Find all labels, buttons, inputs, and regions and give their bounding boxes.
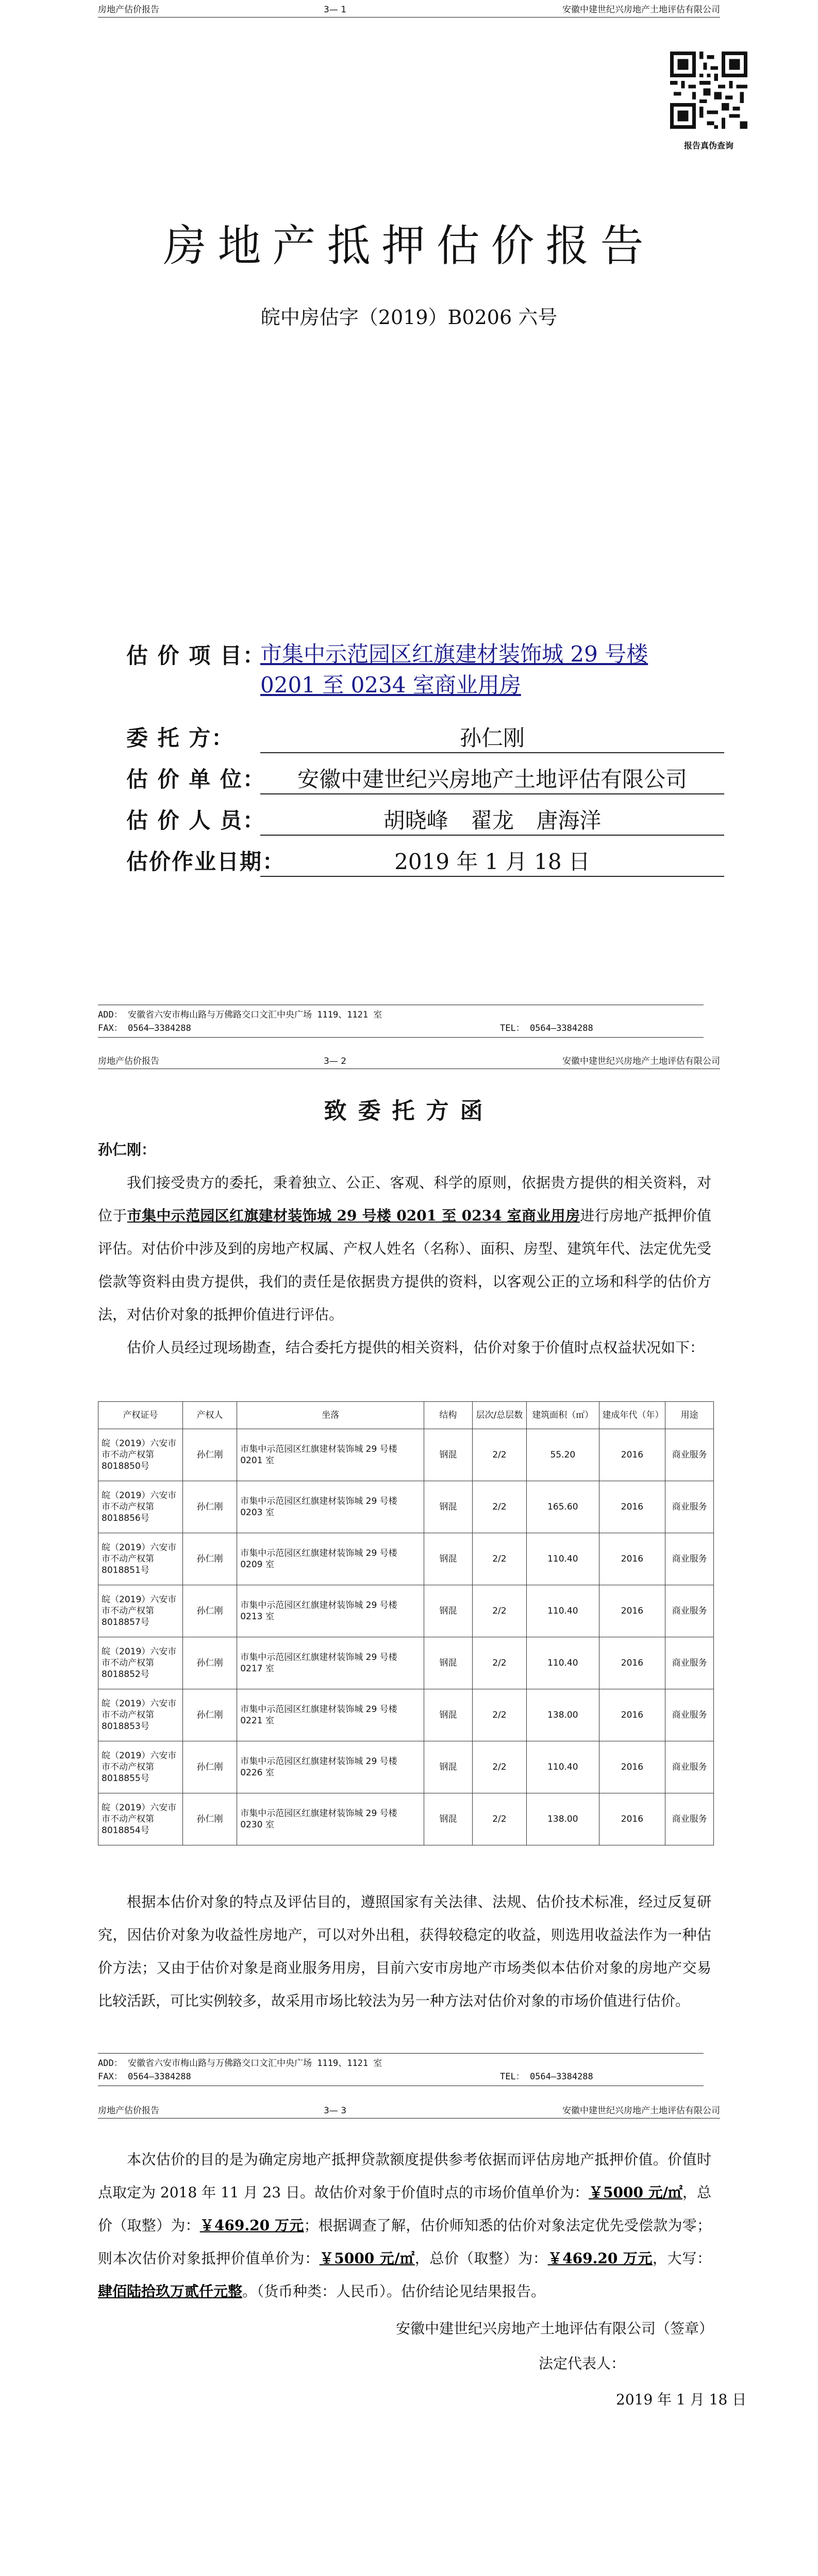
info-label: 估 价 项 目： [126,643,265,668]
project-value: 市集中示范园区红旗建材装饰城 29 号楼 0201 至 0234 室商业用房 [260,641,648,698]
letter-paragraph [98,2143,711,2308]
table-cell: 商业服务 [665,1533,714,1585]
header-left: 房地产估价报告 [98,5,159,15]
table-cell: 商业服务 [665,1741,714,1793]
column-header: 层次/总层数 [472,1402,526,1429]
table-cell: 商业服务 [665,1429,714,1481]
text-span: 我们接受贵方的委托，秉着独立、公正、客观、科学的原则，依据贵方提供的相关资料，对位于 [98,1174,711,1224]
table-cell: 钢混 [424,1429,473,1481]
table-row [98,1533,714,1585]
letter-title: 致委托方函 [324,1098,494,1124]
column-header: 用途 [665,1402,714,1429]
table-cell: 孙仁刚 [182,1481,237,1533]
table-cell: 2016 [599,1637,665,1689]
footer-address: ADD： 安徽省六安市梅山路与万佛路交口文汇中央广场 1119、1121 室 [98,1010,382,1020]
table-cell: 市集中示范园区红旗建材装饰城 29 号楼 0203 室 [237,1481,424,1533]
legal-representative: 法定代表人： [539,2355,626,2372]
info-label: 估 价 单 位： [126,767,265,792]
letter-body-conclusion [98,2143,711,2308]
text-span: ；根据调查了解，估价师知悉的估价对象法定优先受偿款为零；则本次估价对象抵押价值单价为： [98,2217,711,2267]
footer-fax: FAX： 0564—3384288 [98,1023,191,1033]
table-cell: 138.00 [527,1689,599,1741]
table-cell: 皖（2019）六安市市不动产权第8018853号 [98,1689,183,1741]
table-cell: 孙仁刚 [182,1533,237,1585]
mortgage-total-price: ￥469.20 万元 [547,2250,653,2267]
table-cell: 55.20 [527,1429,599,1481]
table-cell: 110.40 [527,1637,599,1689]
table-cell: 2016 [599,1689,665,1741]
header-page: 3— 3 [323,2106,347,2116]
table-cell: 钢混 [424,1585,473,1637]
table-cell: 2/2 [472,1429,526,1481]
total-in-words: 肆佰陆拾玖万贰仟元整 [98,2283,243,2300]
table-cell: 138.00 [527,1793,599,1845]
signer-company: 安徽中建世纪兴房地产土地评估有限公司（签章） [396,2320,714,2337]
table-cell: 2/2 [472,1793,526,1845]
table-row [98,1741,714,1793]
header-right: 安徽中建世纪兴房地产土地评估有限公司 [562,5,720,15]
info-row-appraiser-org [126,762,724,794]
table-row [98,1481,714,1533]
table-cell: 商业服务 [665,1481,714,1533]
table-cell: 商业服务 [665,1585,714,1637]
table-cell: 市集中示范园区红旗建材装饰城 29 号楼 0217 室 [237,1637,424,1689]
table-body [98,1429,714,1845]
column-header: 坐落 [237,1402,424,1429]
salutation: 孙仁刚： [98,1141,156,1158]
table-cell: 110.40 [527,1533,599,1585]
footer-rule [98,1037,704,1038]
date-value: 2019 年 1 月 18 日 [260,845,724,877]
table-cell: 2016 [599,1741,665,1793]
table-cell: 2016 [599,1585,665,1637]
table-cell: 钢混 [424,1689,473,1741]
text-span: 本次估价的目的是为确定房地产抵押贷款额度提供参考依据而评估房地产抵押价值。价值时点取定为 2018 年 11 月 23 日。故估价对象于价值时点的市场价值单价为： [98,2151,711,2201]
table-cell: 2/2 [472,1741,526,1793]
table-cell: 110.40 [527,1585,599,1637]
table-row [98,1689,714,1741]
table-cell: 110.40 [527,1741,599,1793]
table-cell: 2016 [599,1793,665,1845]
table-cell: 2/2 [472,1481,526,1533]
property-address: 市集中示范园区红旗建材装饰城 29 号楼 0201 至 0234 室商业用房 [127,1207,580,1224]
table-cell: 皖（2019）六安市市不动产权第8018851号 [98,1533,183,1585]
footer-rule [98,2053,704,2054]
table-cell: 市集中示范园区红旗建材装饰城 29 号楼 0213 室 [237,1585,424,1637]
table-cell: 孙仁刚 [182,1689,237,1741]
header-left: 房地产估价报告 [98,1056,159,1066]
table-cell: 皖（2019）六安市市不动产权第8018857号 [98,1585,183,1637]
table-cell: 皖（2019）六安市市不动产权第8018856号 [98,1481,183,1533]
letter-paragraph: 根据本估价对象的特点及评估目的，遵照国家有关法律、法规、估价技术标准，经过反复研究，因估价对象为收益性房地产，可以对外出租，获得较稳定的收益，则选用收益法作为一种估价方法；又由于估价对象是商业服务用房，目前六安市房地产市场类似本估价对象的房地产交易比较活跃，可比实例较多，故采用市场比较法为另一种方法对估价对象的市场价值进行估价。 [98,1893,711,2009]
table-cell: 皖（2019）六安市市不动产权第8018852号 [98,1637,183,1689]
total-price: ￥469.20 万元 [199,2217,304,2234]
column-header: 结构 [424,1402,473,1429]
info-row-appraisers [126,804,724,836]
header-page: 3— 1 [323,5,347,15]
table-cell: 钢混 [424,1481,473,1533]
table-cell: 孙仁刚 [182,1429,237,1481]
table-row [98,1585,714,1637]
table-cell: 2016 [599,1533,665,1585]
info-label: 估 价 人 员： [126,808,265,833]
page-footer [98,2053,720,2086]
info-label: 估价作业日期： [126,849,286,874]
column-header: 产权证号 [98,1402,183,1429]
table-cell: 皖（2019）六安市市不动产权第8018854号 [98,1793,183,1845]
page-footer [98,1005,720,1038]
property-table [98,1401,714,1845]
client-value: 孙仁刚 [260,721,724,753]
table-cell: 钢混 [424,1637,473,1689]
qr-code-icon [670,52,747,129]
footer-contacts [98,2070,720,2083]
table-row [98,1429,714,1481]
table-cell: 市集中示范园区红旗建材装饰城 29 号楼 0201 室 [237,1429,424,1481]
page-header [98,2,720,18]
unit-price: ￥5000 元/㎡ [589,2184,682,2201]
appraisers-value: 胡晓峰 翟龙 唐海洋 [260,804,724,836]
letter-paragraph [98,1166,711,1331]
column-header: 产权人 [182,1402,237,1429]
text-span: ，总价（取整）为： [414,2250,548,2267]
table-header-row [98,1402,714,1429]
table-cell: 市集中示范园区红旗建材装饰城 29 号楼 0221 室 [237,1689,424,1741]
footer-contacts [98,1022,720,1035]
footer-address: ADD： 安徽省六安市梅山路与万佛路交口文汇中央广场 1119、1121 室 [98,2058,382,2069]
table-cell: 钢混 [424,1741,473,1793]
table-cell: 孙仁刚 [182,1637,237,1689]
table-cell: 2016 [599,1481,665,1533]
table-cell: 2/2 [472,1637,526,1689]
report-title: 房地产抵押估价报告 [163,221,655,271]
table-cell: 2/2 [472,1533,526,1585]
page-header [98,2103,720,2119]
table-cell: 皖（2019）六安市市不动产权第8018850号 [98,1429,183,1481]
letter-body-methods [98,1886,711,2018]
table-row [98,1793,714,1845]
footer-tel: TEL： 0564—3384288 [500,2072,593,2082]
column-header: 建成年代（年） [599,1402,665,1429]
letter-body [98,1133,711,1364]
header-right: 安徽中建世纪兴房地产土地评估有限公司 [562,1056,720,1066]
table-cell: 孙仁刚 [182,1741,237,1793]
column-header: 建筑面积（㎡） [527,1402,599,1429]
table-cell: 钢混 [424,1793,473,1845]
info-row-project [126,639,704,701]
letter-paragraph: 估价人员经过现场勘查，结合委托方提供的相关资料，估价对象于价值时点权益状况如下： [127,1339,705,1356]
mortgage-unit-price: ￥5000 元/㎡ [319,2250,415,2267]
table-cell: 皖（2019）六安市市不动产权第8018855号 [98,1741,183,1793]
table-cell: 2016 [599,1429,665,1481]
table-cell: 孙仁刚 [182,1585,237,1637]
table-row [98,1637,714,1689]
header-right: 安徽中建世纪兴房地产土地评估有限公司 [562,2106,720,2116]
text-span: 。（货币种类：人民币）。估价结论见结果报告。 [242,2283,546,2300]
text-span: ，大写： [653,2250,711,2267]
footer-fax: FAX： 0564—3384288 [98,2072,191,2082]
document-number: 皖中房估字（2019）B0206 六号 [260,306,558,329]
header-page: 3— 2 [323,1056,347,1066]
qr-caption: 报告真伪查询 [683,141,733,150]
page-header [98,1054,720,1069]
info-label: 委 托 方： [126,725,235,751]
text-span: ，总价（取整）为： [98,2184,712,2234]
info-row-client [126,721,724,753]
table-cell: 商业服务 [665,1637,714,1689]
table-cell: 市集中示范园区红旗建材装饰城 29 号楼 0226 室 [237,1741,424,1793]
table-cell: 孙仁刚 [182,1793,237,1845]
table-cell: 市集中示范园区红旗建材装饰城 29 号楼 0209 室 [237,1533,424,1585]
info-row-date [126,845,724,877]
table-cell: 市集中示范园区红旗建材装饰城 29 号楼 0230 室 [237,1793,424,1845]
header-left: 房地产估价报告 [98,2106,159,2116]
table-cell: 165.60 [527,1481,599,1533]
table-cell: 商业服务 [665,1793,714,1845]
table-cell: 2/2 [472,1585,526,1637]
text-span: 进行房地产抵押价值评估。对估价中涉及到的房地产权属、产权人姓名（名称）、面积、房型、建筑年代、法定优先受偿款等资料由贵方提供，我们的责任是依据贵方提供的资料，以客观公正的立场和科学的估价方法，对估价对象的抵押价值进行评估。 [98,1207,712,1323]
org-value: 安徽中建世纪兴房地产土地评估有限公司 [260,762,724,794]
table-cell: 钢混 [424,1533,473,1585]
table-cell: 商业服务 [665,1689,714,1741]
signature-date: 2019 年 1 月 18 日 [616,2391,747,2408]
table-cell: 2/2 [472,1689,526,1741]
footer-tel: TEL： 0564—3384288 [500,1023,593,1033]
